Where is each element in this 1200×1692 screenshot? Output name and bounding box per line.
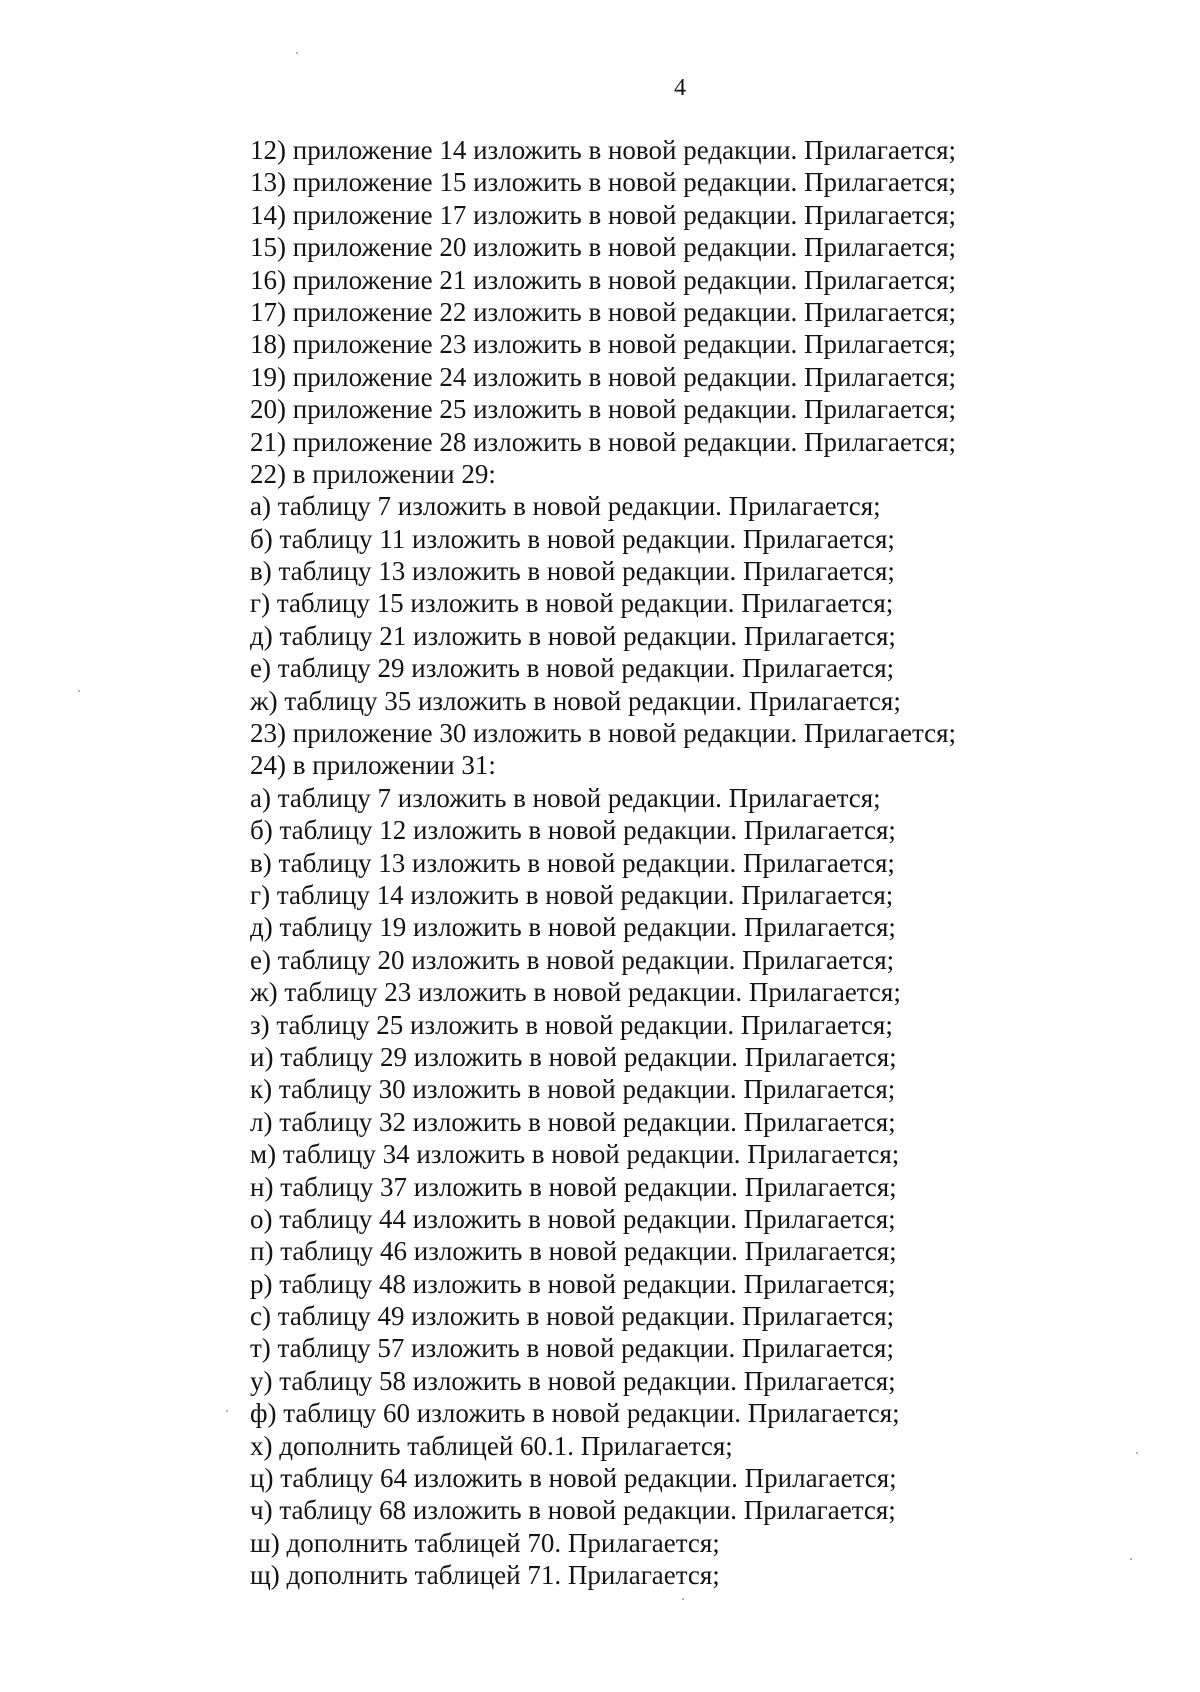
list-item: ж) таблицу 35 изложить в новой редакции. Прилагается; — [250, 685, 901, 716]
page-number: 4 — [674, 75, 686, 101]
list-item: ч) таблицу 68 изложить в новой редакции. Прилагается; — [250, 1495, 896, 1526]
list-item: 20) приложение 25 изложить в новой редакции. Прилагается; — [250, 394, 956, 425]
list-item: 23) приложение 30 изложить в новой редакции. Прилагается; — [250, 718, 956, 749]
list-item: 15) приложение 20 изложить в новой редакции. Прилагается; — [250, 232, 956, 263]
list-item: 17) приложение 22 изложить в новой редакции. Прилагается; — [250, 296, 956, 327]
scan-speck — [226, 1410, 228, 1412]
list-item: е) таблицу 29 изложить в новой редакции. Прилагается; — [250, 653, 895, 684]
list-item: з) таблицу 25 изложить в новой редакции. Прилагается; — [250, 1009, 893, 1040]
list-item: 14) приложение 17 изложить в новой редакции. Прилагается; — [250, 199, 956, 230]
list-item: б) таблицу 12 изложить в новой редакции. Прилагается; — [250, 815, 896, 846]
scan-speck — [1136, 1452, 1138, 1454]
list-item: л) таблицу 32 изложить в новой редакции. Прилагается; — [250, 1106, 896, 1137]
list-item: в) таблицу 13 изложить в новой редакции. Прилагается; — [250, 556, 895, 587]
list-item: 24) в приложении 31: — [250, 750, 496, 781]
list-item: и) таблицу 29 изложить в новой редакции. Прилагается; — [250, 1041, 897, 1072]
list-item: 18) приложение 23 изложить в новой редакции. Прилагается; — [250, 329, 956, 360]
amendment-list — [250, 134, 1070, 1592]
list-item: с) таблицу 49 изложить в новой редакции. Прилагается; — [250, 1301, 895, 1332]
list-item: п) таблицу 46 изложить в новой редакции. Прилагается; — [250, 1236, 897, 1267]
list-item: о) таблицу 44 изложить в новой редакции. Прилагается; — [250, 1203, 896, 1234]
list-item: 13) приложение 15 изложить в новой редакции. Прилагается; — [250, 167, 956, 198]
list-item: е) таблицу 20 изложить в новой редакции. Прилагается; — [250, 944, 895, 975]
list-item: 22) в приложении 29: — [250, 458, 496, 489]
scan-speck — [682, 1598, 684, 1600]
list-item: н) таблицу 37 изложить в новой редакции. Прилагается; — [250, 1171, 897, 1202]
list-item: 21) приложение 28 изложить в новой редакции. Прилагается; — [250, 426, 956, 457]
list-item: а) таблицу 7 изложить в новой редакции. Прилагается; — [250, 491, 881, 522]
scan-speck — [1130, 1558, 1132, 1560]
scan-speck — [296, 52, 298, 54]
list-item: 12) приложение 14 изложить в новой редакции. Прилагается; — [250, 135, 956, 165]
list-item: х) дополнить таблицей 60.1. Прилагается; — [250, 1430, 733, 1461]
list-item: г) таблицу 15 изложить в новой редакции. Прилагается; — [250, 588, 894, 619]
list-item: а) таблицу 7 изложить в новой редакции. Прилагается; — [250, 782, 881, 813]
list-item: 16) приложение 21 изложить в новой редакции. Прилагается; — [250, 264, 956, 295]
list-item: г) таблицу 14 изложить в новой редакции. Прилагается; — [250, 879, 894, 910]
list-item: б) таблицу 11 изложить в новой редакции. Прилагается; — [250, 523, 895, 554]
list-item: к) таблицу 30 изложить в новой редакции. Прилагается; — [250, 1074, 896, 1105]
scan-speck — [78, 690, 80, 692]
list-item: р) таблицу 48 изложить в новой редакции. Прилагается; — [250, 1268, 896, 1299]
list-item: ж) таблицу 23 изложить в новой редакции. Прилагается; — [250, 977, 901, 1008]
list-item: щ) дополнить таблицей 71. Прилагается; — [250, 1560, 720, 1591]
list-item: ф) таблицу 60 изложить в новой редакции. Прилагается; — [250, 1398, 900, 1429]
list-item: в) таблицу 13 изложить в новой редакции. Прилагается; — [250, 847, 895, 878]
list-item: д) таблицу 19 изложить в новой редакции. Прилагается; — [250, 912, 896, 943]
list-item: м) таблицу 34 изложить в новой редакции. Прилагается; — [250, 1139, 900, 1170]
list-item: т) таблицу 57 изложить в новой редакции. Прилагается; — [250, 1333, 894, 1364]
list-item: 19) приложение 24 изложить в новой редакции. Прилагается; — [250, 361, 956, 392]
list-item: ц) таблицу 64 изложить в новой редакции. Прилагается; — [250, 1463, 897, 1494]
list-item: д) таблицу 21 изложить в новой редакции. Прилагается; — [250, 620, 896, 651]
list-item: ш) дополнить таблицей 70. Прилагается; — [250, 1527, 720, 1558]
list-item: у) таблицу 58 изложить в новой редакции. Прилагается; — [250, 1365, 896, 1396]
